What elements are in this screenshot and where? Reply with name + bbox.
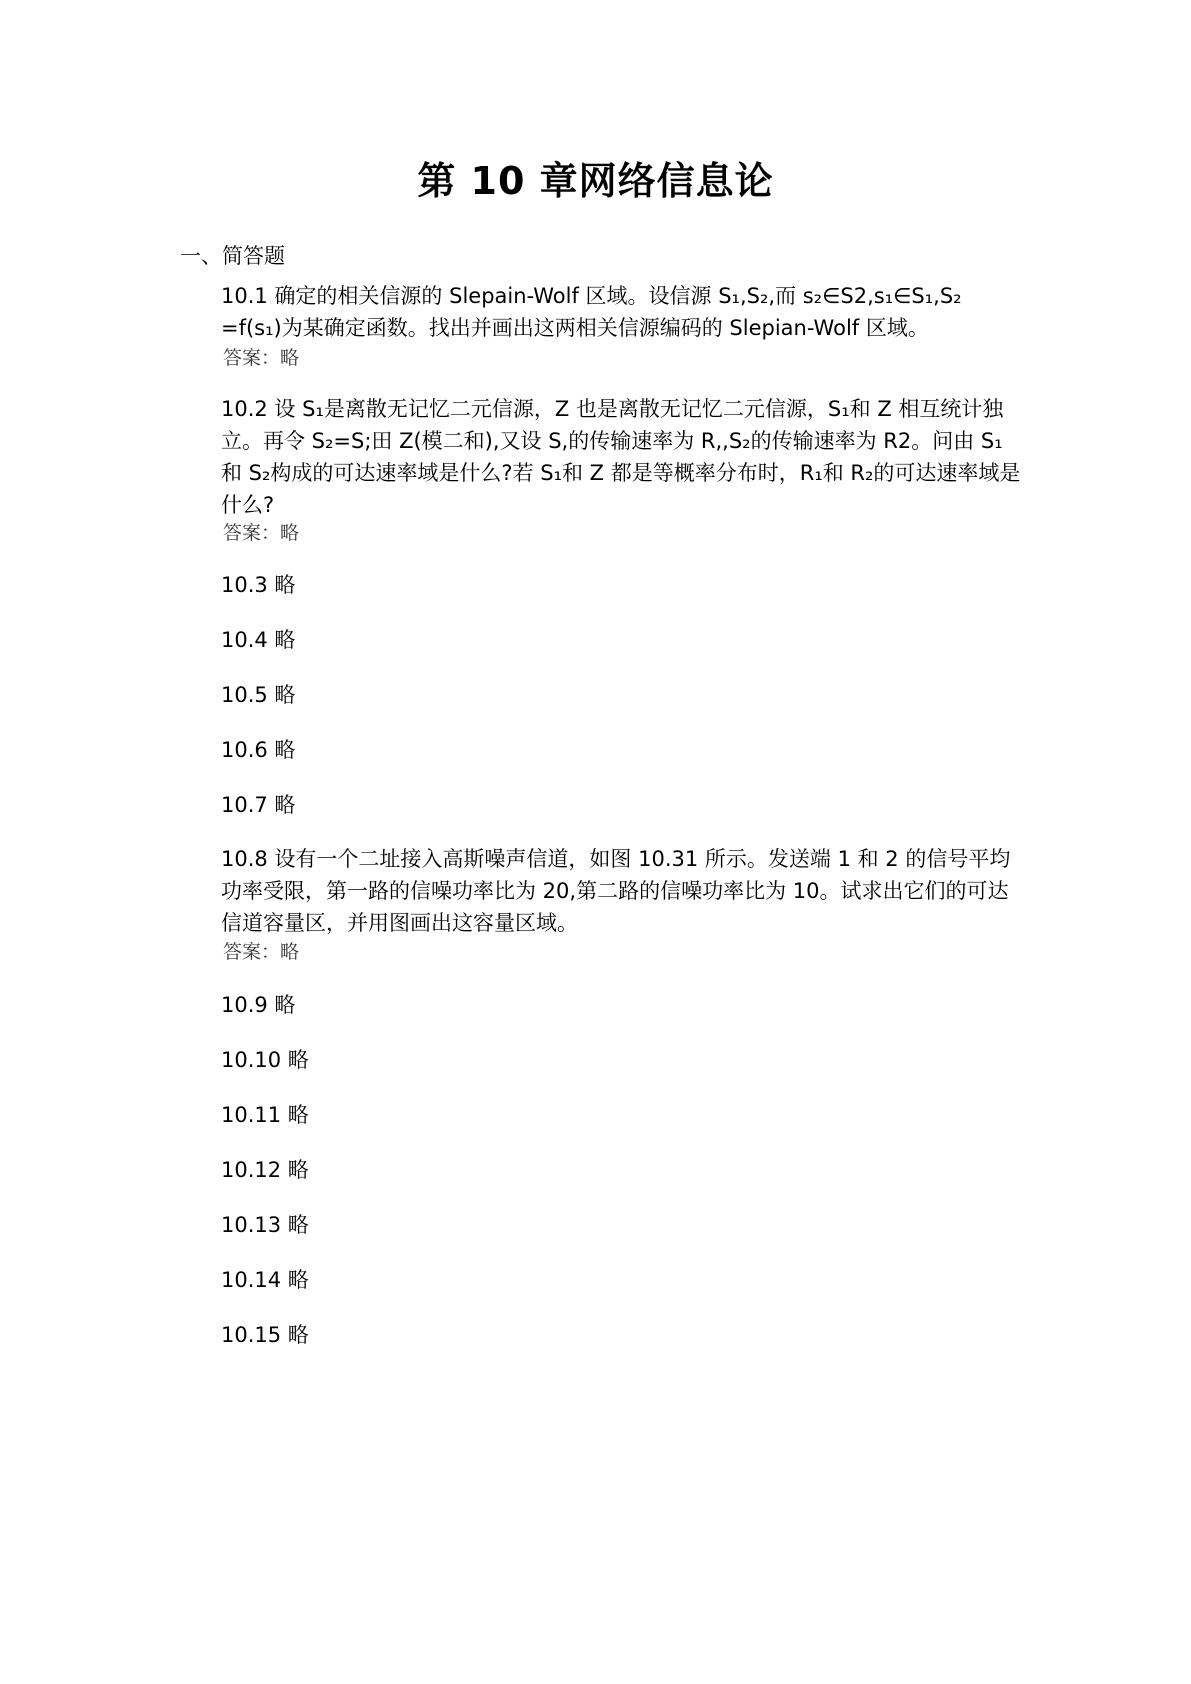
item-10-15: 10.15 略	[221, 1323, 309, 1347]
question-10-2: 10.2 设 S₁是离散无记忆二元信源，Z 也是离散无记忆二元信源，S₁和 Z 相互统计独立。再令 S₂=S;田 Z(模二和),又设 S,的传输速率为 R,,S₂的传输速率为 R2。问由 S₁和 S₂构成的可达速率域是什么?若 S₁和 Z 都是等概率分布时，R₁和 R₂的可达速率域是什么?	[221, 397, 1021, 517]
item-10-3: 10.3 略	[221, 573, 296, 597]
item-10-6: 10.6 略	[221, 738, 296, 762]
item-10-10: 10.10 略	[221, 1048, 309, 1072]
item-10-9: 10.9 略	[221, 993, 296, 1017]
question-10-8: 10.8 设有一个二址接入高斯噪声信道，如图 10.31 所示。发送端 1 和 2 的信号平均功率受限，第一路的信噪功率比为 20,第二路的信噪功率比为 10。试求出它们的可达信道容量区，并用图画出这容量区域。	[221, 847, 1011, 935]
item-10-4: 10.4 略	[221, 628, 296, 652]
answer-10-2: 答案：略	[223, 522, 300, 544]
item-10-7: 10.7 略	[221, 793, 296, 817]
item-10-12: 10.12 略	[221, 1158, 309, 1182]
question-10-1: 10.1 确定的相关信源的 Slepain-Wolf 区域。设信源 S₁,S₂,而 s₂∈S2,s₁∈S₁,S₂ =f(s₁)为某确定函数。找出并画出这两相关信源编码的 Slepian-Wolf 区域。	[221, 284, 962, 340]
item-10-11: 10.11 略	[221, 1103, 309, 1127]
item-10-13: 10.13 略	[221, 1213, 309, 1237]
item-10-5: 10.5 略	[221, 683, 296, 707]
answer-10-8: 答案：略	[223, 941, 300, 963]
page-title: 第 10 章网络信息论	[417, 159, 774, 203]
item-10-14: 10.14 略	[221, 1268, 309, 1292]
answer-10-1: 答案：略	[223, 347, 300, 369]
section-heading: 一、简答题	[180, 244, 285, 268]
